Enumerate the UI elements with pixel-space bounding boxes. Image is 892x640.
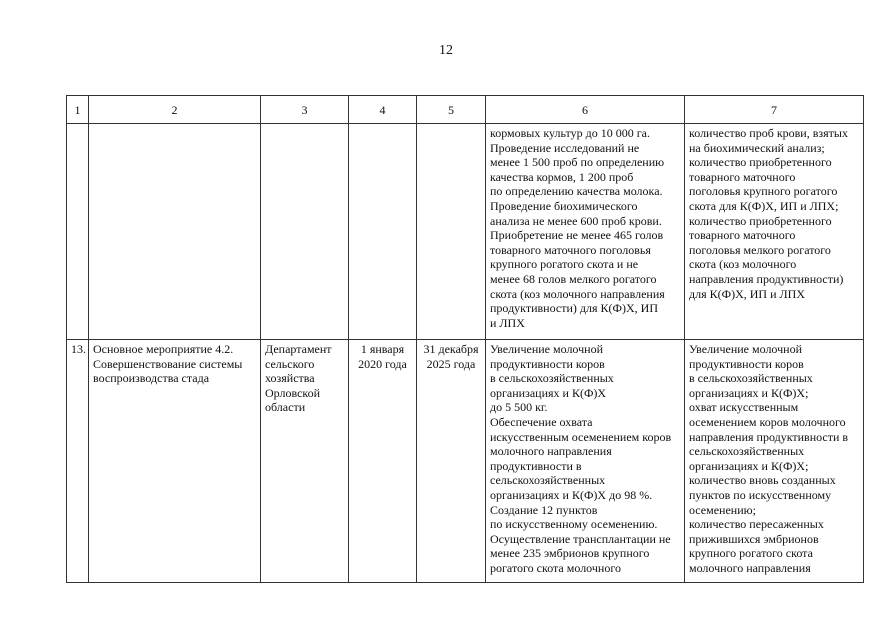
event-cell <box>89 124 261 340</box>
table-row <box>67 124 864 340</box>
program-table <box>66 95 864 583</box>
header-cell: 6 <box>486 96 685 124</box>
expected-result-cell: Увеличение молочной продуктивности коров в сельскохозяйственных организациях и К(Ф)Х до 5 500 кг. Обеспечение охвата искусственным осеменением коров молочного направления продуктивности в сельскохозяйственных организациях и К(Ф)Х до 98 %. Создание 12 пунктов по искусственному осеменению. Осуществление трансплантации не менее 235 эмбрионов крупного рогатого скота молочного <box>486 340 685 583</box>
header-cell: 3 <box>261 96 349 124</box>
header-cell: 1 <box>67 96 89 124</box>
event-cell: Основное мероприятие 4.2. Совершенствование системы воспроизводства стада <box>89 340 261 583</box>
table-row <box>67 340 864 583</box>
header-cell: 4 <box>349 96 417 124</box>
start-date-cell: 1 января 2020 года <box>349 340 417 583</box>
header-cell: 7 <box>685 96 864 124</box>
end-date-cell <box>417 124 486 340</box>
table-header-row <box>67 96 864 124</box>
row-number-cell: 13. <box>67 340 89 583</box>
page-number: 12 <box>439 43 453 58</box>
responsible-cell: Департамент сельского хозяйства Орловской области <box>261 340 349 583</box>
expected-result-cell: кормовых культур до 10 000 га. Проведение исследований не менее 1 500 проб по определению качества кормов, 1 200 проб по определению качества молока. Проведение биохимического анализа не менее 600 проб крови. Приобретение не менее 465 голов товарного маточного поголовья крупного рогатого скота и не менее 68 голов мелкого рогатого скота (коз молочного направления продуктивности) для К(Ф)Х, ИП и ЛПХ <box>486 124 685 340</box>
responsible-cell <box>261 124 349 340</box>
header-cell: 2 <box>89 96 261 124</box>
row-number-cell <box>67 124 89 340</box>
end-date-cell: 31 декабря 2025 года <box>417 340 486 583</box>
start-date-cell <box>349 124 417 340</box>
header-cell: 5 <box>417 96 486 124</box>
indicators-cell: Увеличение молочной продуктивности коров в сельскохозяйственных организациях и К(Ф)Х; охват искусственным осеменением коров молочного направления продуктивности в сельскохозяйственных организациях и К(Ф)Х; количество вновь созданных пунктов по искусственному осеменению; количество пересаженных прижившихся эмбрионов крупного рогатого скота молочного направления <box>685 340 864 583</box>
indicators-cell: количество проб крови, взятых на биохимический анализ; количество приобретенного товарного маточного поголовья крупного рогатого скота для К(Ф)Х, ИП и ЛПХ; количество приобретенного товарного маточного поголовья мелкого рогатого скота (коз молочного направления продуктивности) для К(Ф)Х, ИП и ЛПХ <box>685 124 864 340</box>
